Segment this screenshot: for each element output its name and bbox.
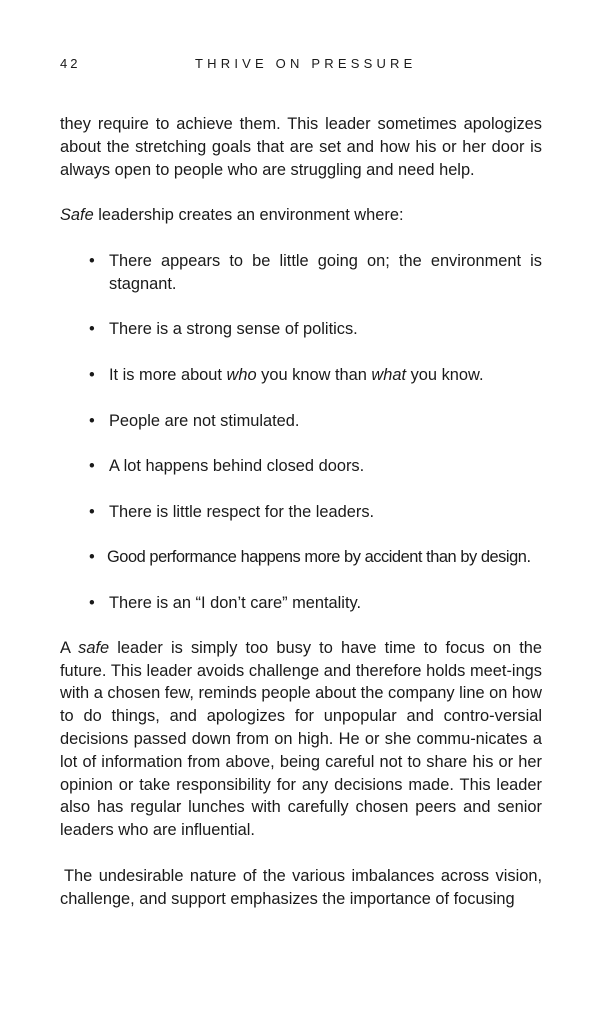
bullet-glyph: • <box>89 502 95 521</box>
bullet-glyph: • <box>89 320 95 339</box>
bullet-glyph: • <box>89 593 95 612</box>
list-item-text-part: you know. <box>406 365 484 384</box>
list-item <box>60 318 542 341</box>
list-intro-paragraph <box>60 204 542 227</box>
safe-leader-paragraph <box>60 637 542 842</box>
list-item-text: There is a strong sense of politics. <box>109 320 358 339</box>
bullet-glyph: • <box>89 548 95 567</box>
list-item-text <box>109 366 484 384</box>
page-body <box>60 113 542 911</box>
bullet-glyph: • <box>89 411 95 430</box>
emphasis-safe-leader: safe <box>78 638 110 657</box>
bullet-glyph: • <box>89 457 95 476</box>
list-item-text-part: It is more about <box>109 365 227 384</box>
list-item <box>60 250 542 296</box>
list-item-text-part: you know than <box>256 365 372 384</box>
closing-paragraph: The undesirable nature of the various imbalances across vision, challenge, and support emphasizes the importance of focusing <box>60 866 542 908</box>
safe-leadership-bullet-list <box>60 250 542 615</box>
list-item <box>60 592 542 615</box>
list-item <box>60 364 542 387</box>
paragraph-text-part: A <box>60 638 79 657</box>
list-item-text: There is little respect for the leaders. <box>109 502 375 521</box>
paragraph-text-part: leader is simply too busy to have time to focus on the future. This leader avoids challenge and therefore holds meet-ings with a chosen few, reminds people about the company line on how to do things, and apologizes for unpopular and contro-versial decisions passed down from on high. He or she commu-nicates a lot of information from above, being careful not to share his or her opinion or take responsibility for any decisions made. This leader also has regular lunches with carefully chosen peers and senior leaders who are influential. <box>60 638 543 840</box>
emphasis-what: what <box>371 365 407 384</box>
running-title: THRIVE ON PRESSURE <box>195 56 417 71</box>
paragraph-continuation: they require to achieve them. This leader sometimes apologizes about the stretching goals that are set and how his or her door is always open to people who are struggling and need help. <box>60 115 542 179</box>
page-header <box>60 56 542 76</box>
list-item-text: There appears to be little going on; the environment is stagnant. <box>109 251 542 293</box>
list-item-text: Good performance happens more by accident than by design. <box>107 548 531 567</box>
bullet-glyph: • <box>89 365 95 384</box>
list-item <box>60 455 542 478</box>
bullet-glyph: • <box>89 251 95 270</box>
list-item <box>60 546 542 569</box>
list-item <box>60 501 542 524</box>
list-item-text: People are not stimulated. <box>109 411 300 430</box>
page-number: 42 <box>60 56 81 71</box>
list-item-text: A lot happens behind closed doors. <box>109 457 365 476</box>
emphasis-safe: Safe <box>60 206 94 225</box>
emphasis-who: who <box>226 365 257 384</box>
list-intro-text: leadership creates an environment where: <box>93 206 404 225</box>
list-item <box>60 410 542 433</box>
list-item-text: There is an “I don’t care” mentality. <box>109 593 362 612</box>
